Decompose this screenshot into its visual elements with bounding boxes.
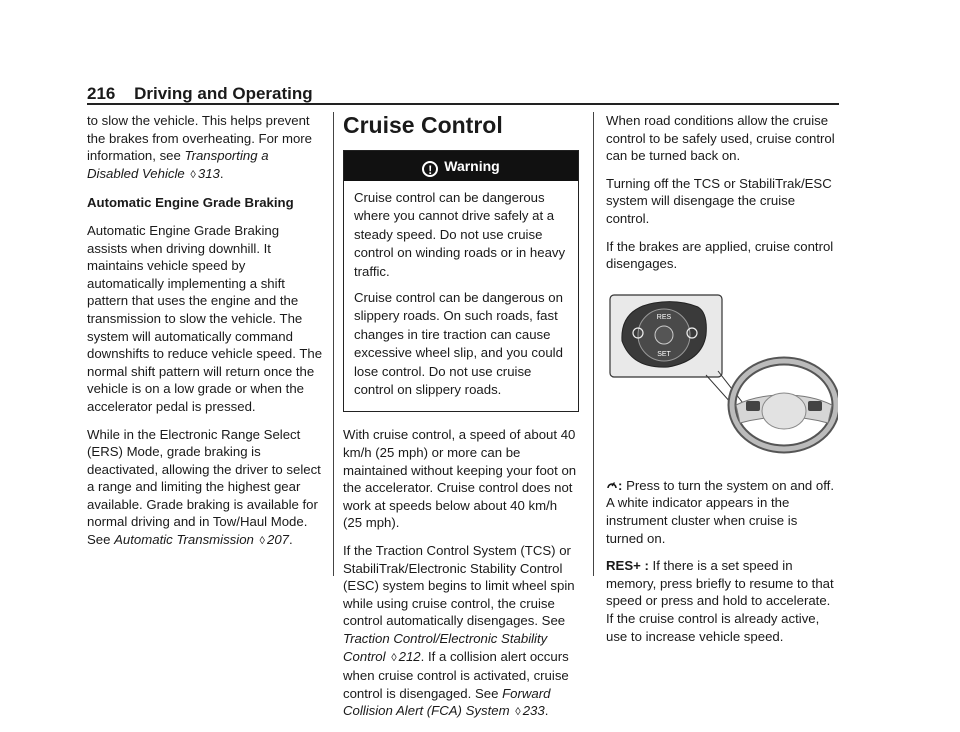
center-button (655, 326, 673, 344)
column-middle (343, 112, 579, 732)
steering-wheel-illustration (606, 283, 838, 463)
paragraph (87, 426, 323, 551)
paragraph: Automatic Engine Grade Braking assists when driving downhill. It maintains vehicle speed by automatically implementing a shift pattern that uses the engine and the transmission to slow the vehicle. The system will automatically command downshifts to reduce vehicle speed. The normal shift pattern will return once the vehicle is on a low grade or when the accelerator pedal is pressed. (87, 222, 323, 414)
section-heading: Cruise Control (343, 112, 503, 138)
paragraph-text: If the Traction Control System (TCS) or StabiliTrak/Electronic Stability Control (ESC) system begins to limit wheel spin while using cruise control, the cruise control automatically disengages. See (343, 543, 575, 629)
set-label: SET (657, 350, 671, 358)
wheel-hub (762, 393, 806, 429)
warning-paragraph: Cruise control can be dangerous on slippery roads. On such roads, fast changes in tire traction can cause excessive wheel slip, and you could lose control. Do not use cruise control on slippery roads. (354, 290, 563, 398)
header-rule (87, 103, 839, 105)
warning-paragraph: Cruise control can be dangerous where you cannot drive safely at a steady speed. Do not use cruise control on winding roads or in heavy traffic. (354, 190, 566, 279)
cruise-control-icon (606, 478, 618, 493)
column-divider (333, 112, 334, 576)
control-text: Press to turn the system on and off. A white indicator appears in the instrument cluster when cruise is turned on. (606, 477, 835, 546)
page-ref-icon: ◊ (190, 168, 196, 181)
paragraph-text: . If a collision alert occurs when cruise control is activated, cruise control is disengaged. See (343, 648, 569, 701)
paragraph: If the brakes are applied, cruise control disengages. (606, 238, 834, 272)
page-ref-icon: ◊ (259, 535, 265, 548)
control-text: If there is a set speed in memory, press briefly to resume to that speed or press and hold to accelerate. If the cruise control is already active, use to increase vehicle speed. (606, 558, 834, 644)
page-reference[interactable]: 207 (266, 532, 289, 548)
column-divider (593, 112, 594, 576)
warning-icon: ! (422, 161, 438, 177)
page-ref-icon: ◊ (515, 706, 521, 719)
control-label: : (618, 477, 623, 493)
column-right (606, 112, 838, 655)
left-controls (746, 401, 760, 411)
section-title: Driving and Operating (134, 84, 313, 103)
page-ref-icon: ◊ (391, 651, 397, 664)
cross-reference-link[interactable]: Traction Control/Electronic Stability Control (343, 631, 548, 664)
control-description (606, 557, 838, 645)
steering-wheel-figure (606, 283, 838, 463)
right-controls (808, 401, 822, 411)
warning-header (344, 151, 578, 181)
paragraph: Turning off the TCS or StabiliTrak/ESC system will disengage the cruise control. (606, 175, 832, 226)
warning-label: Warning (444, 158, 500, 174)
paragraph-text: to slow the vehicle. This helps prevent the brakes from overheating. For more information, see (87, 113, 313, 164)
paragraph: With cruise control, a speed of about 40 km/h (25 mph) or more can be maintained without keeping your foot on the accelerator. Cruise control does not work at speeds below about 40 km/h (25 mph). (343, 427, 577, 531)
paragraph (87, 112, 323, 184)
res-label: RES (656, 313, 672, 321)
paragraph: When road conditions allow the cruise control to be safely used, cruise control can be turned back on. (606, 113, 835, 164)
subheading: Automatic Engine Grade Braking (87, 195, 294, 211)
cross-reference-link[interactable]: Forward Collision Alert (FCA) System (343, 685, 551, 719)
paragraph (343, 542, 579, 722)
period: . (219, 165, 224, 181)
cross-reference-link[interactable]: Automatic Transmission (114, 532, 254, 548)
period: . (544, 703, 549, 719)
page-reference[interactable]: 233 (522, 703, 545, 719)
warning-body (344, 181, 578, 411)
column-left (87, 112, 323, 561)
cross-reference-link[interactable]: Transporting a Disabled Vehicle (87, 148, 269, 181)
page-header (87, 84, 313, 104)
page-reference[interactable]: 212 (398, 648, 421, 664)
page-reference[interactable]: 313 (197, 165, 220, 181)
control-label: RES+ : (606, 558, 649, 574)
control-description (606, 477, 838, 547)
paragraph-text: While in the Electronic Range Select (ERS) Mode, grade braking is deactivated, allowing the driver to select a range and limiting the highest gear available. Grade braking is available for normal driving and in Tow/Haul Mode. See (87, 426, 321, 548)
warning-box (343, 150, 579, 412)
period: . (289, 532, 293, 548)
page-number: 216 (87, 84, 116, 103)
